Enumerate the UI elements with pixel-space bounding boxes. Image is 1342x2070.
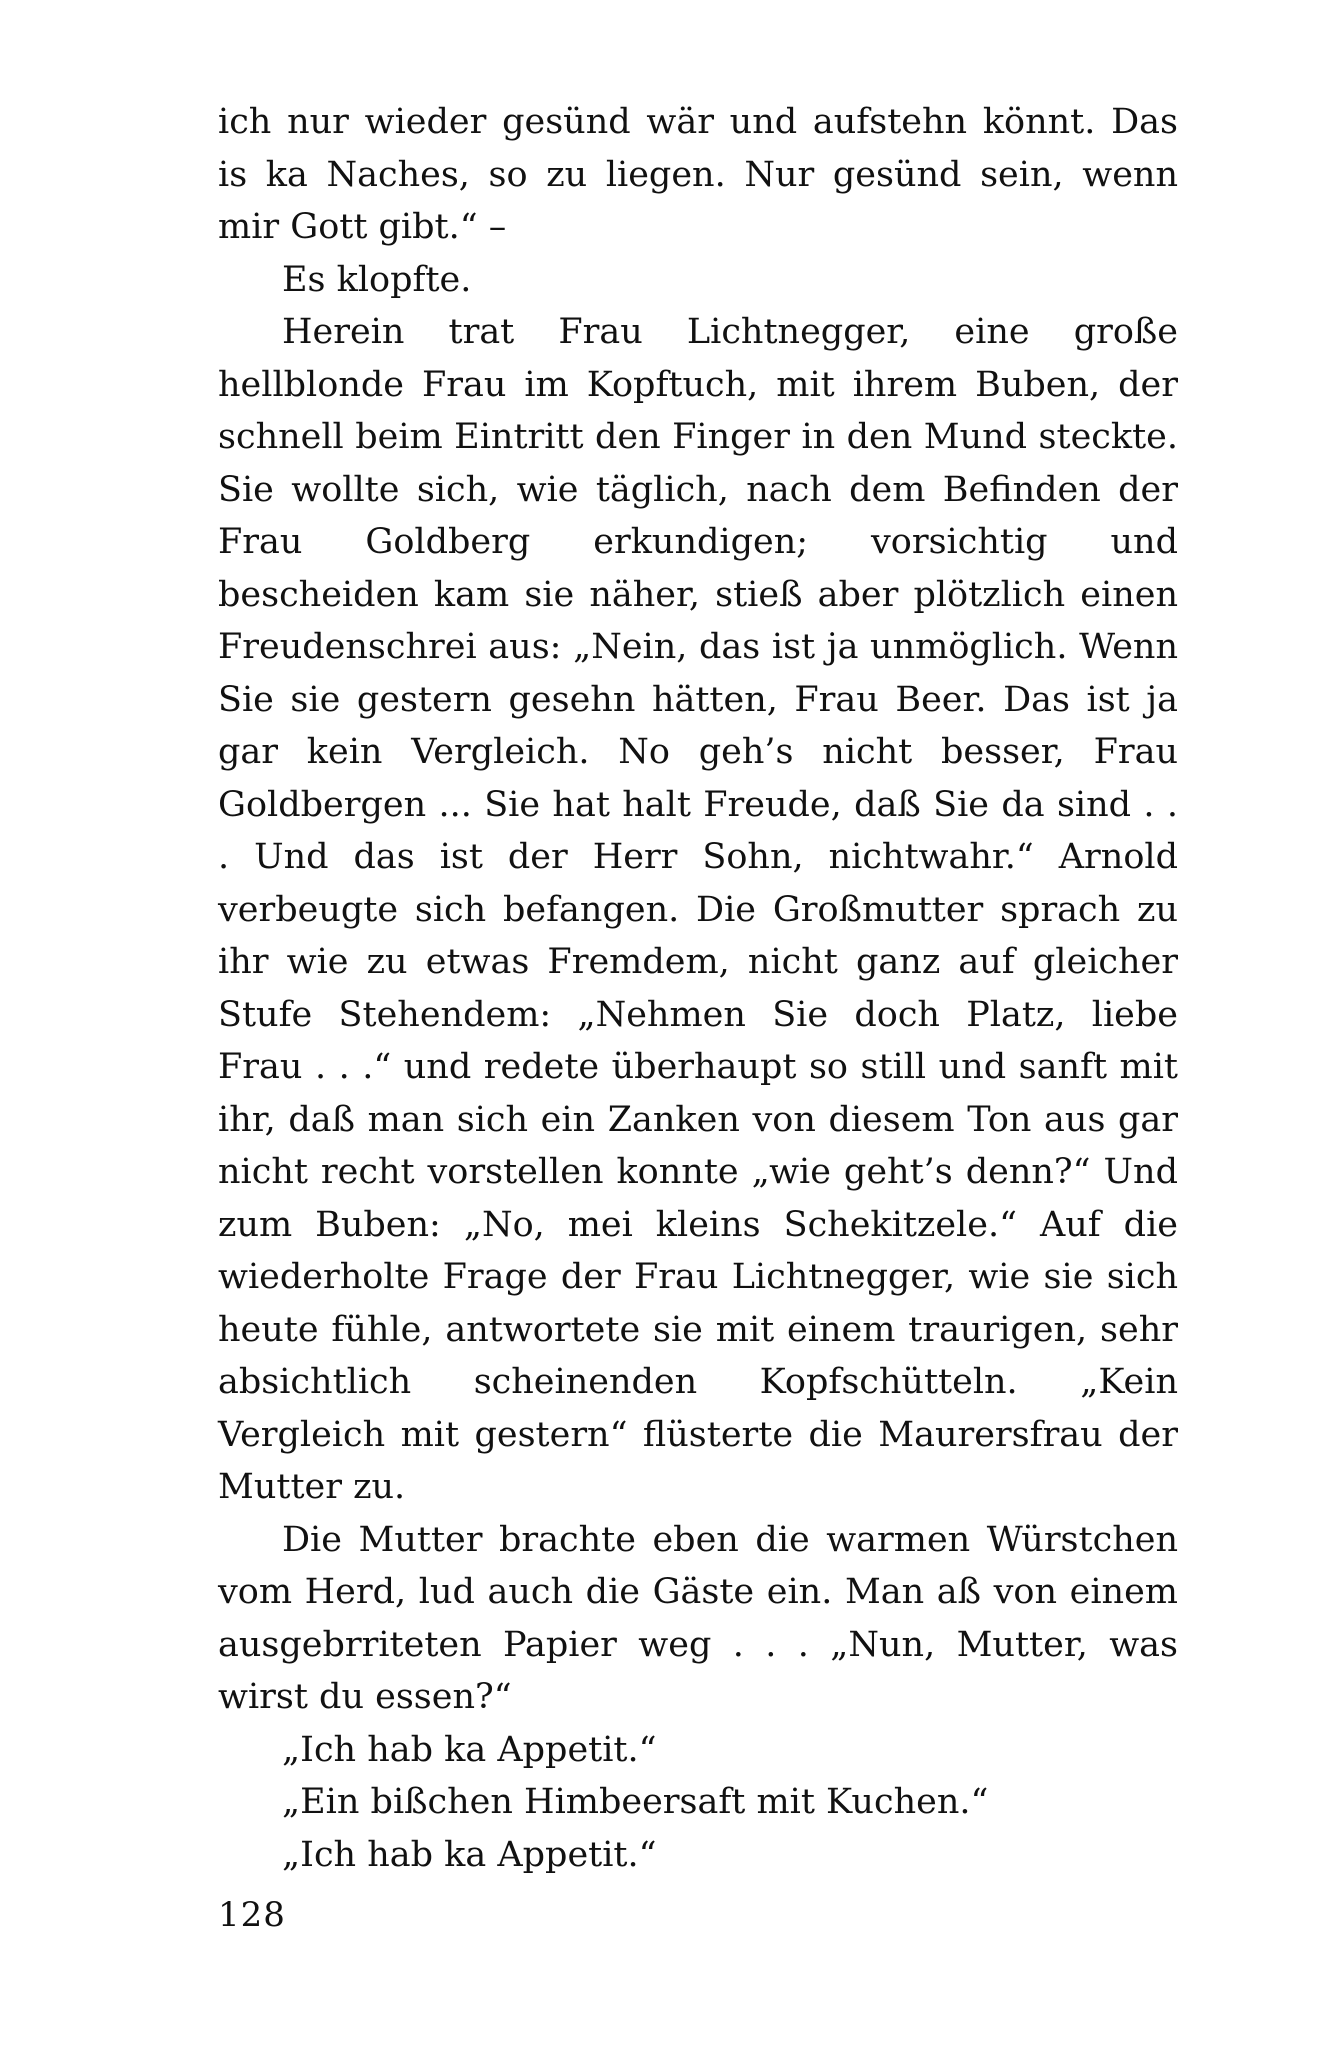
page-number: 128: [218, 1895, 286, 1935]
paragraph-3: Herein trat Frau Lichtnegger, eine große hellblonde Frau im Kopftuch, mit ihrem Buben, der schnell beim Eintritt den Finger in den Mund steckte. Sie wollte sich, wie täglich, nach dem Befinden der Frau Goldberg erkundigen; vorsichtig und bescheiden kam sie näher, stieß aber plötzlich einen Freudenschrei aus: „Nein, das ist ja unmöglich. Wenn Sie sie gestern gesehn hätten, Frau Beer. Das ist ja gar kein Vergleich. No geh’s nicht besser, Frau Goldbergen ... Sie hat halt Freude, daß Sie da sind . . . Und das ist der Herr Sohn, nichtwahr.“ Arnold verbeugte sich befangen. Die Großmutter sprach zu ihr wie zu etwas Fremdem, nicht ganz auf gleicher Stufe Stehendem: „Nehmen Sie doch Platz, liebe Frau . . .“ und redete überhaupt so still und sanft mit ihr, daß man sich ein Zanken von diesem Ton aus gar nicht recht vorstellen konnte „wie geht’s denn?“ Und zum Buben: „No, mei kleins Schekitzele.“ Auf die wiederholte Frage der Frau Lichtnegger, wie sie sich heute fühle, antwortete sie mit einem traurigen, sehr absichtlich scheinenden Kopfschütteln. „Kein Vergleich mit gestern“ flüsterte die Maurersfrau der Mutter zu.: [218, 312, 1178, 1507]
paragraph-1: ich nur wieder gesünd wär und aufstehn könnt. Das is ka Naches, so zu liegen. Nur gesünd sein, wenn mir Gott gibt.“ –: [218, 102, 1178, 247]
paragraph-7: „Ich hab ka Appetit.“: [282, 1834, 657, 1875]
paragraph-6: „Ein bißchen Himbeersaft mit Kuchen.“: [282, 1782, 989, 1822]
paragraph-2: Es klopfte.: [282, 259, 472, 300]
body-text: [218, 96, 1178, 1881]
paragraph-5: „Ich hab ka Appetit.“: [282, 1729, 657, 1770]
paragraph-4: Die Mutter brachte eben die warmen Würstchen vom Herd, lud auch die Gäste ein. Man aß von einem ausgebrriteten Papier weg . . . „Nun, Mutter, was wirst du essen?“: [218, 1519, 1178, 1717]
